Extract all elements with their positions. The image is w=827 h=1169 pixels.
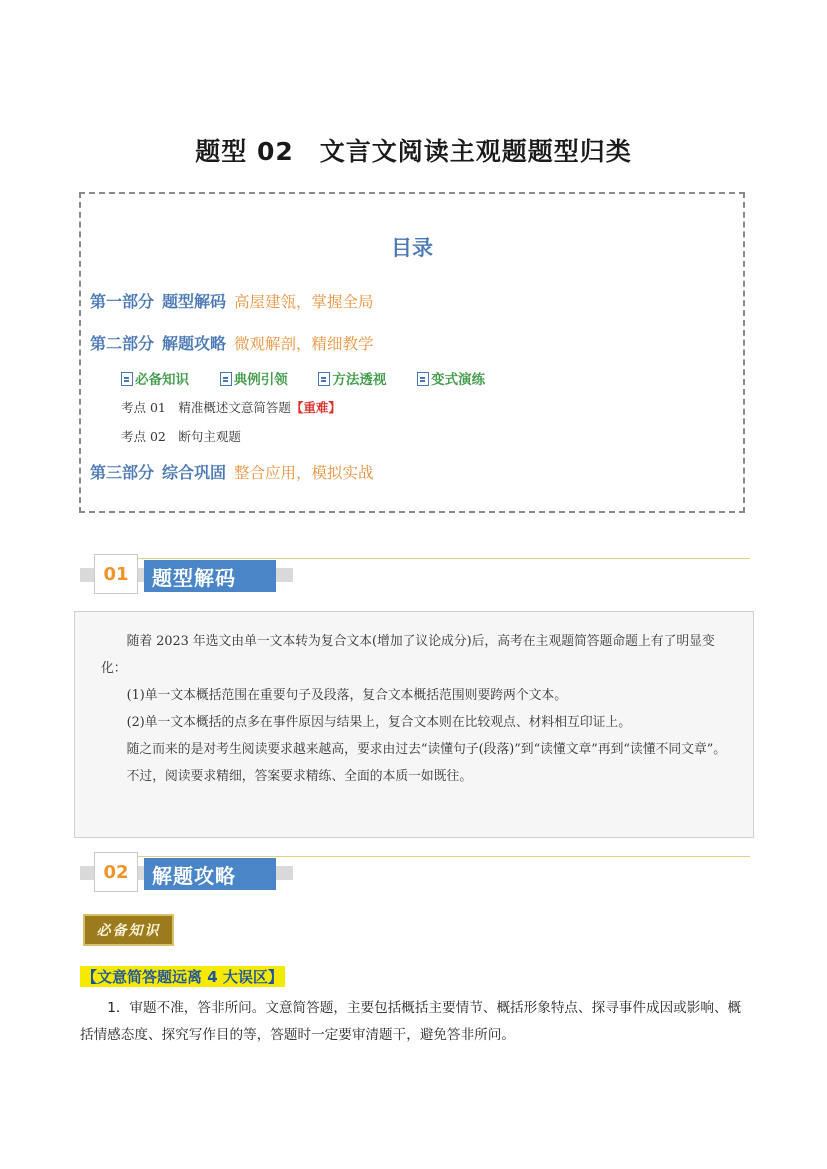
toc-part-3[interactable] [90, 460, 374, 483]
toc-part-2[interactable] [90, 331, 374, 354]
part-name: 解题攻略 [162, 334, 227, 353]
tag-item[interactable]: 必备知识 [121, 368, 189, 388]
body-text [80, 995, 752, 1049]
intro-box [74, 611, 754, 838]
document-icon [220, 372, 232, 386]
tag-item[interactable]: 方法透视 [318, 368, 386, 388]
intro-paragraph: (2)单一文本概括的点多在事件原因与结果上，复合文本则在比较观点、材料相互印证上。 [126, 715, 632, 730]
knowledge-badge: 必备知识 [83, 914, 174, 946]
highlight-heading: 【文意简答题远离 4 大误区】 [82, 968, 283, 986]
document-icon [121, 372, 133, 386]
body-paragraph: 1．审题不准，答非所问。文意简答题，主要包括概括主要情节、概括形象特点、探寻事件成因或影响、概括情感态度、探究写作目的等，答题时一定要审清题干，避免答非所问。 [80, 1000, 742, 1043]
part-desc: 整合应用，模拟实战 [234, 464, 374, 482]
document-icon [318, 372, 330, 386]
part-desc: 高屋建瓴，掌握全局 [234, 293, 374, 311]
intro-paragraph: (1)单一文本概括范围在重要句子及段落，复合文本概括范围则要跨两个文本。 [126, 688, 568, 703]
tag-item[interactable]: 变式演练 [417, 368, 485, 388]
section-title: 题型解码 [144, 560, 276, 592]
part-label: 第一部分 [90, 292, 155, 311]
document-icon [417, 372, 429, 386]
page-title: 题型 02 文言文阅读主观题题型归类 [195, 137, 632, 166]
difficulty-tag: 【重难】 [290, 400, 341, 415]
section-number: 01 [94, 554, 138, 594]
section-header-2 [80, 852, 750, 896]
part-name: 综合巩固 [162, 463, 227, 482]
divider [138, 558, 750, 559]
intro-paragraph: 随之而来的是对考生阅读要求越来越高，要求由过去“读懂句子(段落)”到“读懂文章”再到“读懂不同文章”。 [126, 742, 727, 757]
part-label: 第三部分 [90, 463, 155, 482]
part-label: 第二部分 [90, 334, 155, 353]
divider [138, 856, 750, 857]
toc-point-1[interactable]: 考点 01 精准概述文意简答题【重难】 [121, 400, 341, 415]
section-title: 解题攻略 [144, 858, 276, 890]
part-name: 题型解码 [162, 292, 227, 311]
section-number: 02 [94, 852, 138, 892]
table-of-contents [79, 192, 745, 513]
intro-paragraph: 不过，阅读要求精细，答案要求精练、全面的本质一如既往。 [126, 769, 473, 784]
section-header-1 [80, 554, 750, 598]
toc-point-2[interactable]: 考点 02 断句主观题 [121, 429, 241, 444]
intro-paragraph: 随着 2023 年选文由单一文本转为复合文本(增加了议论成分)后，高考在主观题简答题命题上有了明显变化： [101, 634, 715, 676]
part-desc: 微观解剖，精细教学 [234, 335, 374, 353]
toc-part-1[interactable] [90, 289, 374, 312]
tag-item[interactable]: 典例引领 [220, 368, 288, 388]
toc-heading: 目录 [391, 236, 433, 260]
toc-tags [121, 368, 511, 388]
